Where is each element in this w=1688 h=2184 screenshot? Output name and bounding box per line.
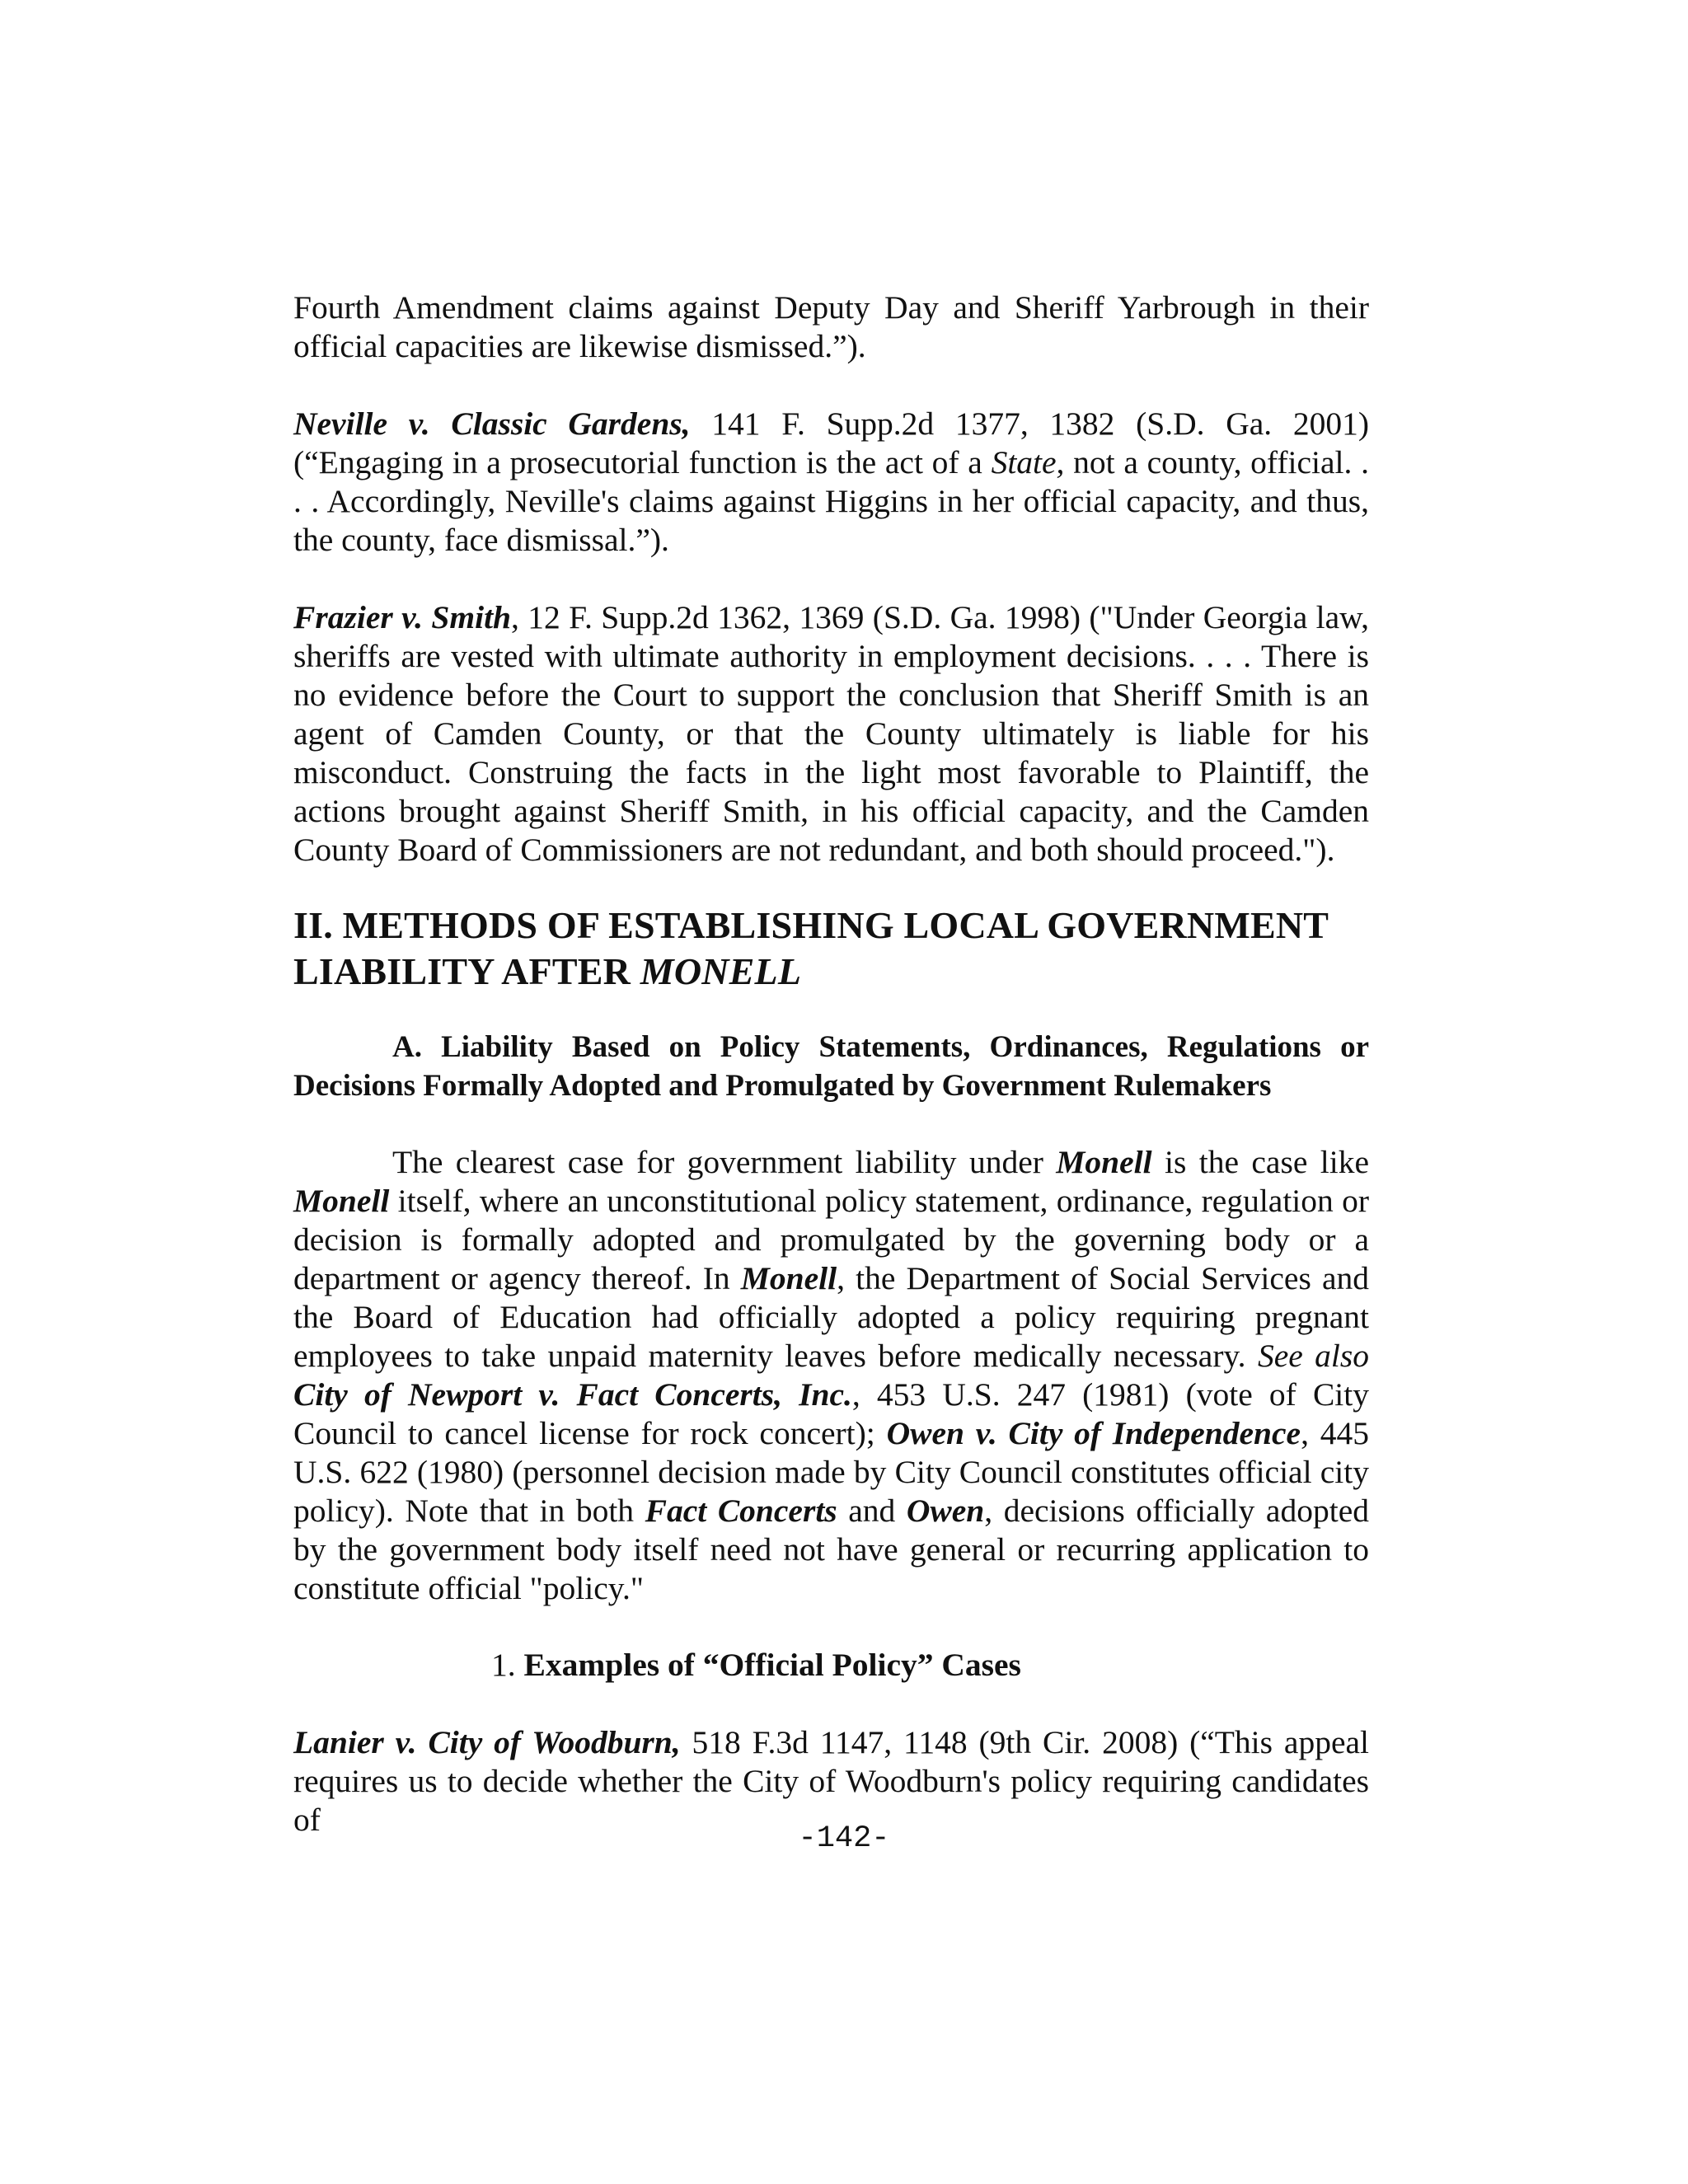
case-name-neville: Neville v. Classic Gardens,: [293, 405, 691, 442]
section-heading-text: II. METHODS OF ESTABLISHING LOCAL GOVERNMENT LIABILITY AFTER: [293, 904, 1329, 992]
case-name-owen: Owen v. City of Independence: [886, 1415, 1301, 1451]
subheading-title: Examples of “Official Policy” Cases: [523, 1647, 1021, 1683]
monell-text-8: and: [837, 1493, 907, 1529]
signal-see-also: See also: [1257, 1338, 1369, 1374]
case-name-monell: Monell: [740, 1260, 837, 1296]
case-name-newport: City of Newport v. Fact Concerts, Inc.: [293, 1376, 852, 1413]
monell-text-2: is the case like: [1151, 1144, 1369, 1180]
monell-text-3: itself, where an unconstitutional policy statement, ordinance, regulation or decision is formally adopted and promulgated by the governing body or a department or agency thereof. In: [293, 1183, 1369, 1296]
monell-text-7: , 445 U.S. 622 (1980) (personnel decision made by City Council constitutes official city policy). Note that in both: [293, 1415, 1370, 1529]
paragraph-frazier: [293, 598, 1369, 869]
case-name-monell: Monell: [1056, 1144, 1152, 1180]
case-name-frazier: Frazier v. Smith: [293, 599, 512, 635]
case-name-owen-short: Owen: [906, 1493, 985, 1529]
neville-citation: 141 F. Supp.2d 1377, 1382 (S.D. Ga. 2001) (“Engaging in a prosecutorial function is the act of a: [293, 405, 1369, 480]
subheading-examples: [293, 1646, 1369, 1685]
italic-state: State,: [991, 444, 1065, 480]
case-name-fact-concerts: Fact Concerts: [645, 1493, 837, 1529]
paragraph-neville: [293, 405, 1369, 560]
neville-rest: not a county, official. . . . Accordingly, Neville's claims against Higgins in her official capacity, and thus, the county, face dismissal.”).: [293, 444, 1369, 558]
paragraph-monell: [293, 1143, 1369, 1608]
case-name-monell: Monell: [293, 1183, 390, 1219]
monell-text-6: , 453 U.S. 247 (1981) (vote of City Council to cancel license for rock concert);: [293, 1376, 1369, 1451]
section-heading-ii: [293, 902, 1369, 995]
monell-text-1: The clearest case for government liability under: [392, 1144, 1057, 1180]
frazier-rest: , 12 F. Supp.2d 1362, 1369 (S.D. Ga. 1998) ("Under Georgia law, sheriffs are vested with ultimate authority in employment decisions. . . . There is no evidence before the Court to support the conclusion that Sheriff Smith is an agent of Camden County, or that the County ultimately is liable for his misconduct. Construing the facts in the light most favorable to Plaintiff, the actions brought against Sheriff Smith, in his official capacity, and the Camden County Board of Commissioners are not redundant, and both should proceed.").: [293, 599, 1369, 868]
paragraph-fourth-amendment: Fourth Amendment claims against Deputy Day and Sheriff Yarbrough in their official capacities are likewise dismissed.”).: [293, 289, 1369, 364]
section-heading-monell: MONELL: [640, 950, 802, 992]
subsection-heading-a: A. Liability Based on Policy Statements, Ordinances, Regulations or Decisions Formally Adopted and Promulgated by Government Rulemakers: [293, 1030, 1369, 1103]
monell-text-9: , decisions officially adopted by the government body itself need not have general or recurring application to constitute official "policy.": [293, 1493, 1369, 1606]
lanier-rest: 518 F.3d 1147, 1148 (9th Cir. 2008) (“This appeal requires us to decide whether the City of Woodburn's policy requiring candidates of: [293, 1724, 1369, 1838]
page-number: -142-: [798, 1821, 890, 1856]
subheading-number: 1.: [491, 1647, 524, 1683]
case-name-lanier: Lanier v. City of Woodburn,: [293, 1724, 681, 1760]
document-page: [293, 288, 1369, 1840]
monell-text-4: , the Department of Social Services and the Board of Education had officially adopted a policy requiring pregnant employees to take unpaid maternity leaves before medically necessary.: [293, 1260, 1369, 1374]
